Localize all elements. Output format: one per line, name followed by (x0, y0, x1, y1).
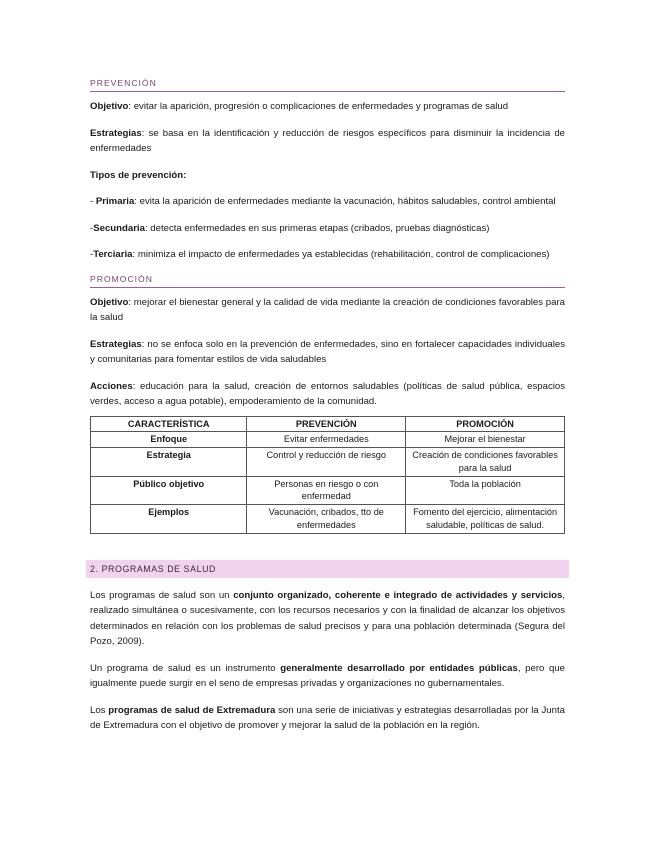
promocion-acciones (90, 379, 565, 410)
table-header-row (91, 416, 565, 432)
estrategias-text: : se basa en la identificación y reducción de riesgos específicos para disminuir la incidencia de enfermedades (90, 127, 565, 154)
prevencion-primaria (90, 194, 565, 210)
prevencion-estrategias (90, 126, 565, 157)
terciaria-label: Terciaria (93, 249, 133, 260)
table-cell: Personas en riesgo o con enfermedad (247, 476, 406, 505)
table-cell: Creación de condiciones favorables para la salud (406, 448, 565, 477)
text-run-bold: programas de salud de Extremadura (108, 704, 276, 716)
secundaria-text: : detecta enfermedades en sus primeras etapas (cribados, pruebas diagnósticas) (144, 222, 490, 234)
text-run: , pero que igualmente puede surgir en el seno de empresas privadas y organizaciones no gubernamentales. (90, 662, 565, 690)
text-run: Un programa de salud es un instrumento (90, 662, 281, 674)
acciones-text: : educación para la salud, creación de entornos saludables (políticas de salud pública, espacios verdes, acceso a agua potable), empoderamiento de la comunidad. (90, 380, 565, 407)
table-cell: Ejemplos (91, 505, 247, 534)
table-cell: Vacunación, cribados, tto de enfermedades (247, 505, 406, 534)
objetivo-label: Objetivo (90, 101, 129, 112)
programas-paragraph-2 (90, 661, 565, 692)
secundaria-label: Secundaria (93, 222, 145, 234)
table-cell: Estrategia (91, 448, 247, 477)
estrategias-label: Estrategias (90, 338, 142, 350)
text-run: , realizado simultánea o sucesivamente, con los recursos necesarios y con la finalidad de alcanzar los objetivos determinados en relación con los problemas de salud precisos y para una población determinada (Segura del Pozo, 2009). (90, 589, 565, 648)
comparison-table (90, 416, 565, 534)
promocion-estrategias (90, 337, 565, 368)
objetivo-text: : evitar la aparición, progresión o complicaciones de enfermedades y programas de salud (128, 101, 509, 112)
objetivo-label: Objetivo (90, 296, 129, 308)
primaria-text: : evita la aparición de enfermedades mediante la vacunación, hábitos saludables, control ambiental (134, 196, 556, 207)
section-heading-prevencion: PREVENCIÓN (90, 78, 565, 92)
section-heading-programas: 2. PROGRAMAS DE SALUD (86, 560, 569, 578)
table-header-caracteristica: CARACTERÍSTICA (91, 416, 247, 432)
text-run-bold: conjunto organizado, coherente e integrado de actividades y servicios (233, 589, 563, 601)
text-run: Los programas de salud son un (90, 589, 234, 601)
table-row (91, 432, 565, 448)
text-run: Los (90, 704, 109, 716)
estrategias-text: : no se enfoca solo en la prevención de enfermedades, sino en fortalecer capacidades individuales y comunitarias para fomentar estilos de vida saludables (90, 338, 565, 365)
table-cell: Toda la población (406, 476, 565, 505)
acciones-label: Acciones (90, 380, 133, 392)
programas-paragraph-1 (90, 588, 565, 650)
table-row (91, 476, 565, 505)
programas-paragraph-3 (90, 703, 565, 734)
secundaria-prefix: - (90, 222, 94, 234)
objetivo-text: : mejorar el bienestar general y la calidad de vida mediante la creación de condiciones favorables para la salud (90, 296, 565, 323)
primaria-prefix: - (90, 196, 96, 207)
table-cell: Enfoque (91, 432, 247, 448)
table-row (91, 448, 565, 477)
table-cell: Fomento del ejercicio, alimentación saludable, políticas de salud. (406, 505, 565, 534)
table-cell: Público objetivo (91, 476, 247, 505)
text-run: son una serie de iniciativas y estrategias desarrolladas por la Junta de Extremadura con el objetivo de promover y mejorar la salud de la población en la región. (90, 704, 565, 732)
terciaria-prefix: - (90, 249, 94, 260)
table-cell: Evitar enfermedades (247, 432, 406, 448)
table-header-promocion: PROMOCIÓN (406, 416, 565, 432)
prevencion-objetivo (90, 99, 565, 115)
tipos-label: Tipos de prevención: (90, 169, 187, 181)
prevencion-terciaria (90, 247, 565, 263)
table-cell: Control y reducción de riesgo (247, 448, 406, 477)
section-heading-promocion: PROMOCIÓN (90, 274, 565, 288)
tipos-prevencion-heading (90, 168, 565, 184)
terciaria-text: : minimiza el impacto de enfermedades ya establecidas (rehabilitación, control de complicaciones) (132, 249, 550, 260)
estrategias-label: Estrategias (90, 127, 142, 139)
table-header-prevencion: PREVENCIÓN (247, 416, 406, 432)
prevencion-secundaria (90, 221, 565, 237)
table-cell: Mejorar el bienestar (406, 432, 565, 448)
primaria-label: Primaria (95, 196, 135, 207)
table-row (91, 505, 565, 534)
text-run-bold: generalmente desarrollado por entidades públicas (280, 662, 518, 674)
promocion-objetivo (90, 295, 565, 326)
